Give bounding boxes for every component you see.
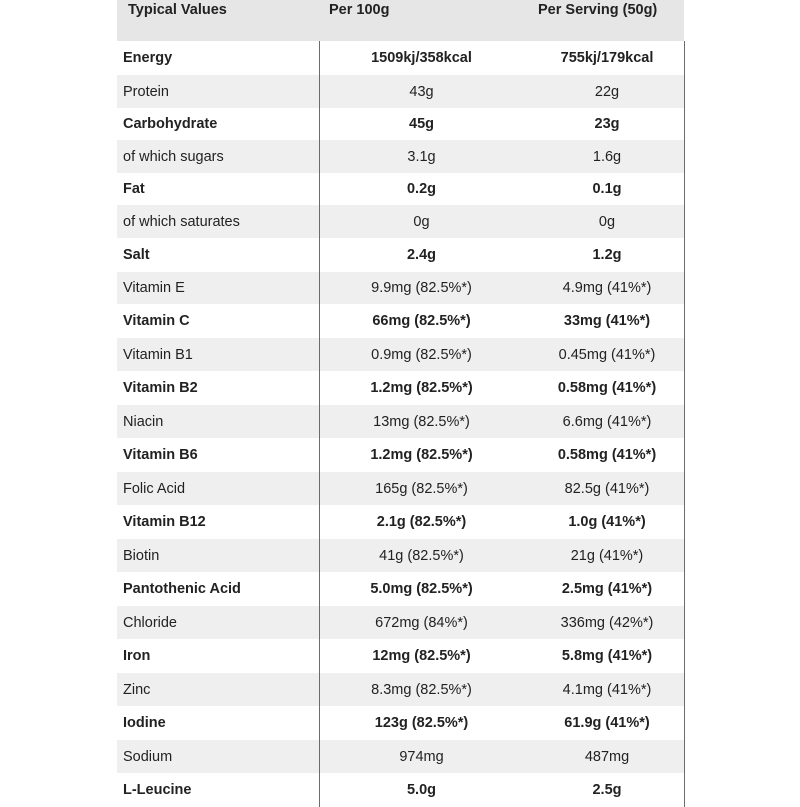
- table-row: [117, 173, 684, 205]
- row-per-100g: 43g: [409, 83, 434, 100]
- table-row: [117, 572, 684, 606]
- table-row: [117, 438, 684, 472]
- row-per-serving: 0.58mg (41%*): [557, 447, 657, 463]
- header-typical-values: Typical Values: [128, 2, 227, 18]
- row-label: Pantothenic Acid: [123, 581, 241, 597]
- row-label: Vitamin B2: [123, 380, 198, 396]
- header-per-serving: Per Serving (50g): [538, 2, 658, 18]
- row-per-serving: 33mg (41%*): [563, 313, 651, 329]
- row-label: Vitamin E: [123, 280, 185, 296]
- row-per-100g: 8.3mg (82.5%*): [371, 681, 472, 698]
- row-label: Iodine: [123, 715, 166, 731]
- table-row: [117, 304, 684, 338]
- row-label: Sodium: [123, 748, 173, 765]
- row-per-100g: 0.2g: [406, 181, 436, 197]
- table-row: [117, 472, 684, 505]
- row-per-serving: 0g: [598, 213, 616, 230]
- table-row: [117, 706, 684, 740]
- table-row: [117, 41, 684, 75]
- table-row: [117, 505, 684, 539]
- row-per-serving: 487mg: [584, 748, 630, 765]
- row-label: Iron: [123, 648, 151, 664]
- row-per-100g: 1.2mg (82.5%*): [370, 380, 473, 396]
- table-row: [117, 205, 684, 238]
- table-row: [117, 272, 684, 304]
- row-per-serving: 4.1mg (41%*): [562, 681, 652, 698]
- row-per-serving: 21g (41%*): [570, 547, 644, 564]
- row-per-serving: 6.6mg (41%*): [562, 413, 652, 430]
- row-per-100g: 66mg (82.5%*): [372, 313, 471, 329]
- table-row: [117, 75, 684, 108]
- table-row: [117, 673, 684, 706]
- row-per-100g: 1509kj/358kcal: [371, 50, 472, 66]
- row-per-100g: 3.1g: [407, 148, 436, 165]
- row-label: Vitamin B1: [123, 346, 193, 363]
- row-per-serving: 336mg (42%*): [560, 614, 654, 631]
- row-label: Vitamin C: [123, 313, 190, 329]
- table-row: [117, 371, 684, 405]
- row-per-100g: 41g (82.5%*): [379, 547, 464, 564]
- table-body: [117, 41, 684, 807]
- nutrition-table: [117, 0, 684, 807]
- row-per-100g: 2.1g (82.5%*): [376, 514, 467, 530]
- row-label: of which saturates: [123, 213, 240, 230]
- row-per-100g: 0.9mg (82.5%*): [371, 346, 472, 363]
- table-header: [117, 0, 684, 41]
- row-label: Energy: [123, 50, 173, 66]
- table-row: [117, 639, 684, 673]
- row-per-serving: 22g: [594, 83, 620, 100]
- row-per-serving: 4.9mg (41%*): [562, 280, 652, 296]
- row-label: Carbohydrate: [123, 116, 218, 132]
- row-per-100g: 5.0mg (82.5%*): [370, 581, 473, 597]
- table-row: [117, 338, 684, 371]
- row-per-serving: 82.5g (41%*): [564, 480, 650, 497]
- row-per-serving: 23g: [594, 116, 620, 132]
- row-per-serving: 0.1g: [592, 181, 622, 197]
- row-per-100g: 165g (82.5%*): [375, 480, 468, 497]
- column-divider: [319, 41, 320, 807]
- table-row: [117, 740, 684, 773]
- row-per-100g: 672mg (84%*): [375, 614, 468, 631]
- table-row: [117, 238, 684, 272]
- row-per-100g: 1.2mg (82.5%*): [370, 447, 473, 463]
- row-label: Vitamin B12: [123, 514, 206, 530]
- table-row: [117, 140, 684, 173]
- table-row: [117, 606, 684, 639]
- row-per-serving: 1.0g (41%*): [568, 514, 646, 530]
- row-per-serving: 0.58mg (41%*): [557, 380, 657, 396]
- header-per-100g: Per 100g: [329, 2, 390, 18]
- row-per-serving: 1.6g: [592, 148, 622, 165]
- row-per-serving: 755kj/179kcal: [560, 50, 654, 66]
- row-label: Niacin: [123, 413, 164, 430]
- row-label: Folic Acid: [123, 480, 186, 497]
- row-label: Fat: [123, 181, 145, 197]
- row-label: Protein: [123, 83, 169, 100]
- row-per-serving: 1.2g: [592, 247, 622, 263]
- row-label: Salt: [123, 247, 150, 263]
- table-row: [117, 405, 684, 438]
- row-per-100g: 5.0g: [406, 782, 436, 798]
- row-label: Zinc: [123, 681, 151, 698]
- row-per-100g: 2.4g: [406, 247, 436, 263]
- row-per-100g: 45g: [409, 116, 434, 132]
- row-per-serving: 61.9g (41%*): [564, 715, 650, 731]
- row-per-serving: 0.45mg (41%*): [558, 346, 656, 363]
- row-label: Vitamin B6: [123, 447, 198, 463]
- row-per-100g: 9.9mg (82.5%*): [371, 280, 472, 296]
- row-label: Chloride: [123, 614, 177, 631]
- row-per-serving: 2.5g: [592, 782, 622, 798]
- row-label: L-Leucine: [123, 782, 192, 798]
- row-per-100g: 123g (82.5%*): [374, 715, 469, 731]
- row-per-100g: 13mg (82.5%*): [373, 413, 470, 430]
- table-row: [117, 108, 684, 140]
- row-per-100g: 12mg (82.5%*): [372, 648, 471, 664]
- table-row: [117, 539, 684, 572]
- row-per-serving: 5.8mg (41%*): [561, 648, 653, 664]
- row-label: of which sugars: [123, 148, 224, 165]
- row-per-100g: 0g: [413, 213, 430, 230]
- row-label: Biotin: [123, 547, 160, 564]
- table-right-edge: [684, 41, 685, 807]
- row-per-100g: 974mg: [399, 748, 444, 765]
- row-per-serving: 2.5mg (41%*): [561, 581, 653, 597]
- table-row: [117, 773, 684, 807]
